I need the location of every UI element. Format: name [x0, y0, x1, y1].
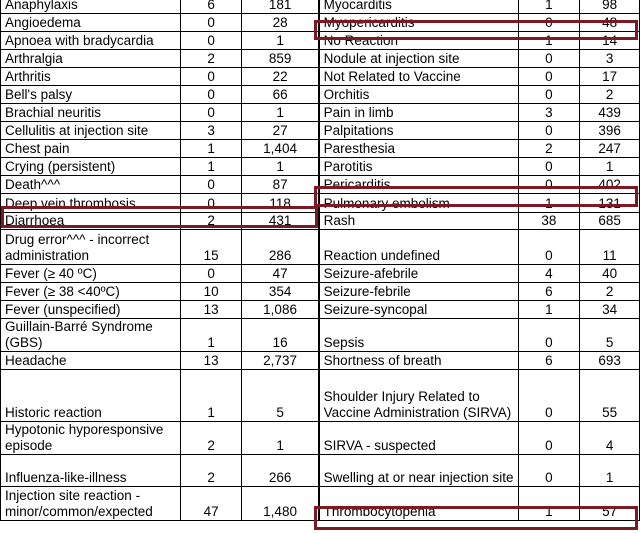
right-count-a-cell: 1 [518, 194, 580, 213]
right-reaction-cell: Pulmonary embolism [319, 194, 518, 213]
left-count-b-cell: 47 [242, 265, 319, 283]
left-count-a-cell: 0 [180, 14, 242, 32]
right-reaction-cell: Parotitis [319, 158, 518, 176]
right-reaction-cell: No Reaction [319, 32, 518, 50]
left-count-b-cell: 1 [242, 422, 319, 455]
right-reaction-cell: Nodule at injection site [319, 50, 518, 68]
table-row [1, 455, 640, 487]
left-count-b-cell: 66 [242, 86, 319, 104]
left-reaction-cell: Hypotonic hyporesponsive episode [1, 422, 181, 455]
left-count-b-cell: 1,086 [242, 301, 319, 319]
right-count-b-cell: 55 [580, 370, 640, 422]
right-count-a-cell: 2 [518, 140, 580, 158]
left-count-b-cell: 286 [242, 230, 319, 265]
left-count-a-cell: 0 [180, 176, 242, 194]
table-row [1, 422, 640, 455]
right-count-b-cell: 4 [580, 422, 640, 455]
left-count-a-cell: 0 [180, 194, 242, 213]
table-row [1, 370, 640, 422]
right-count-a-cell: 0 [518, 370, 580, 422]
left-reaction-cell: Death^^^ [1, 176, 181, 194]
table-row [1, 283, 640, 301]
table-row [1, 86, 640, 104]
left-count-a-cell: 2 [180, 213, 242, 230]
left-count-a-cell: 3 [180, 122, 242, 140]
left-reaction-cell: Cellulitis at injection site [1, 122, 181, 140]
left-reaction-cell: Fever (≥ 38 <40ºC) [1, 283, 181, 301]
right-reaction-cell: Palpitations [319, 122, 518, 140]
left-count-b-cell: 1,404 [242, 140, 319, 158]
right-count-a-cell: 0 [518, 68, 580, 86]
left-count-b-cell: 27 [242, 122, 319, 140]
right-count-b-cell: 693 [580, 352, 640, 370]
table-row [1, 194, 640, 213]
left-reaction-cell: Bell's palsy [1, 86, 181, 104]
table-row [1, 68, 640, 86]
left-reaction-cell: Drug error^^^ - incorrect administration [1, 230, 181, 265]
table-row [1, 140, 640, 158]
right-count-a-cell: 0 [518, 50, 580, 68]
left-count-a-cell: 47 [180, 487, 242, 521]
table-row [1, 213, 640, 230]
right-count-b-cell: 439 [580, 104, 640, 122]
right-count-b-cell: 5 [580, 319, 640, 352]
left-count-a-cell: 0 [180, 265, 242, 283]
left-count-b-cell: 431 [242, 213, 319, 230]
left-reaction-cell: Arthritis [1, 68, 181, 86]
left-count-b-cell: 1,480 [242, 487, 319, 521]
right-count-a-cell: 3 [518, 104, 580, 122]
left-reaction-cell: Brachial neuritis [1, 104, 181, 122]
right-count-b-cell: 1 [580, 455, 640, 487]
left-count-a-cell: 6 [180, 0, 242, 14]
left-count-b-cell: 5 [242, 370, 319, 422]
left-count-a-cell: 0 [180, 86, 242, 104]
left-count-b-cell: 1 [242, 32, 319, 50]
left-count-b-cell: 1 [242, 104, 319, 122]
right-count-a-cell: 0 [518, 176, 580, 194]
right-count-b-cell: 40 [580, 265, 640, 283]
right-reaction-cell: Pain in limb [319, 104, 518, 122]
right-reaction-cell: Paresthesia [319, 140, 518, 158]
left-reaction-cell: Anaphylaxis [1, 0, 181, 14]
left-count-b-cell: 22 [242, 68, 319, 86]
right-reaction-cell: Rash [319, 213, 518, 230]
right-count-a-cell: 0 [518, 319, 580, 352]
left-count-b-cell: 16 [242, 319, 319, 352]
right-count-a-cell: 0 [518, 86, 580, 104]
table-row [1, 158, 640, 176]
right-reaction-cell: Seizure-febrile [319, 283, 518, 301]
right-count-a-cell: 0 [518, 422, 580, 455]
left-count-b-cell: 181 [242, 0, 319, 14]
right-reaction-cell: Seizure-syncopal [319, 301, 518, 319]
left-count-b-cell: 1 [242, 158, 319, 176]
right-count-a-cell: 0 [518, 14, 580, 32]
right-count-b-cell: 14 [580, 32, 640, 50]
right-count-b-cell: 685 [580, 213, 640, 230]
right-reaction-cell: Seizure-afebrile [319, 265, 518, 283]
right-count-b-cell: 98 [580, 0, 640, 14]
right-reaction-cell: Not Related to Vaccine [319, 68, 518, 86]
right-reaction-cell: Shortness of breath [319, 352, 518, 370]
right-count-b-cell: 11 [580, 230, 640, 265]
left-count-a-cell: 0 [180, 32, 242, 50]
table-row [1, 122, 640, 140]
right-count-b-cell: 247 [580, 140, 640, 158]
right-count-a-cell: 0 [518, 122, 580, 140]
left-reaction-cell: Fever (≥ 40 ºC) [1, 265, 181, 283]
table-row [1, 0, 640, 14]
left-reaction-cell: Apnoea with bradycardia [1, 32, 181, 50]
table-row [1, 104, 640, 122]
right-reaction-cell: SIRVA - suspected [319, 422, 518, 455]
table-row [1, 319, 640, 352]
left-count-a-cell: 0 [180, 68, 242, 86]
left-count-b-cell: 266 [242, 455, 319, 487]
left-reaction-cell: Influenza-like-illness [1, 455, 181, 487]
right-count-a-cell: 4 [518, 265, 580, 283]
right-count-a-cell: 1 [518, 301, 580, 319]
left-count-b-cell: 2,737 [242, 352, 319, 370]
table-row [1, 230, 640, 265]
left-reaction-cell: Fever (unspecified) [1, 301, 181, 319]
left-count-a-cell: 15 [180, 230, 242, 265]
right-count-b-cell: 131 [580, 194, 640, 213]
left-reaction-cell: Deep vein thrombosis [1, 194, 181, 213]
right-count-b-cell: 34 [580, 301, 640, 319]
left-count-a-cell: 1 [180, 158, 242, 176]
left-reaction-cell: Angioedema [1, 14, 181, 32]
right-count-b-cell: 3 [580, 50, 640, 68]
right-reaction-cell: Sepsis [319, 319, 518, 352]
right-count-b-cell: 1 [580, 158, 640, 176]
right-reaction-cell: Shoulder Injury Related to Vaccine Administration (SIRVA) [319, 370, 518, 422]
table-row [1, 50, 640, 68]
table-row [1, 14, 640, 32]
left-count-a-cell: 0 [180, 104, 242, 122]
left-reaction-cell: Guillain-Barré Syndrome (GBS) [1, 319, 181, 352]
right-count-a-cell: 1 [518, 0, 580, 14]
right-reaction-cell: Swelling at or near injection site [319, 455, 518, 487]
left-count-b-cell: 87 [242, 176, 319, 194]
left-count-a-cell: 2 [180, 422, 242, 455]
right-count-a-cell: 0 [518, 158, 580, 176]
left-reaction-cell: Injection site reaction - minor/common/expected [1, 487, 181, 521]
left-count-b-cell: 859 [242, 50, 319, 68]
left-count-a-cell: 13 [180, 301, 242, 319]
right-count-b-cell: 17 [580, 68, 640, 86]
left-count-a-cell: 10 [180, 283, 242, 301]
left-reaction-cell: Arthralgia [1, 50, 181, 68]
table-row [1, 352, 640, 370]
left-reaction-cell: Headache [1, 352, 181, 370]
table-row [1, 301, 640, 319]
table-row [1, 265, 640, 283]
right-count-a-cell: 0 [518, 230, 580, 265]
right-reaction-cell: Myopericarditis [319, 14, 518, 32]
right-count-b-cell: 396 [580, 122, 640, 140]
right-count-a-cell: 1 [518, 32, 580, 50]
left-reaction-cell: Diarrhoea [1, 213, 181, 230]
left-count-a-cell: 13 [180, 352, 242, 370]
right-count-a-cell: 0 [518, 455, 580, 487]
left-count-a-cell: 2 [180, 455, 242, 487]
right-reaction-cell: Reaction undefined [319, 230, 518, 265]
table-body [1, 0, 640, 521]
left-reaction-cell: Historic reaction [1, 370, 181, 422]
left-count-b-cell: 354 [242, 283, 319, 301]
left-count-a-cell: 2 [180, 50, 242, 68]
right-count-b-cell: 2 [580, 86, 640, 104]
right-count-a-cell: 38 [518, 213, 580, 230]
right-reaction-cell: Thrombocytopenia [319, 487, 518, 521]
right-count-b-cell: 402 [580, 176, 640, 194]
right-count-b-cell: 57 [580, 487, 640, 521]
right-count-b-cell: 48 [580, 14, 640, 32]
table-row [1, 487, 640, 521]
left-count-a-cell: 1 [180, 140, 242, 158]
left-count-a-cell: 1 [180, 370, 242, 422]
table-row [1, 32, 640, 50]
right-count-a-cell: 1 [518, 487, 580, 521]
right-reaction-cell: Myocarditis [319, 0, 518, 14]
right-count-a-cell: 6 [518, 283, 580, 301]
left-count-a-cell: 1 [180, 319, 242, 352]
left-reaction-cell: Chest pain [1, 140, 181, 158]
left-count-b-cell: 118 [242, 194, 319, 213]
right-count-b-cell: 2 [580, 283, 640, 301]
right-count-a-cell: 6 [518, 352, 580, 370]
right-reaction-cell: Pericarditis [319, 176, 518, 194]
table-row [1, 176, 640, 194]
right-reaction-cell: Orchitis [319, 86, 518, 104]
left-count-b-cell: 28 [242, 14, 319, 32]
left-reaction-cell: Crying (persistent) [1, 158, 181, 176]
